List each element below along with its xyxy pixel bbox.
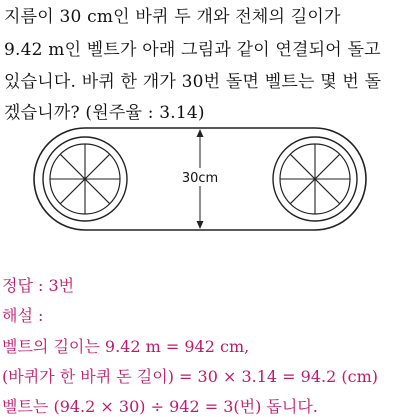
explanation-step-1: 벨트의 길이는 9.42 m = 942 cm, [2, 337, 250, 356]
explanation-step-2: (바퀴가 한 바퀴 돈 길이) = 30 × 3.14 = 94.2 (cm) [2, 367, 378, 386]
problem-line-4: 겠습니까? (원주율 : 3.14) [4, 103, 205, 123]
belt-wheel-diagram [0, 124, 400, 234]
left-wheel [43, 137, 127, 221]
dimension-label: 30cm [181, 171, 219, 186]
right-wheel [273, 137, 357, 221]
problem-line-1: 지름이 30 cm인 바퀴 두 개와 전체의 길이가 [4, 7, 341, 27]
explanation-heading: 해설 : [2, 306, 44, 325]
explanation-step-3: 벨트는 (94.2 × 30) ÷ 942 = 3(번) 돕니다. [2, 397, 318, 416]
problem-line-3: 있습니다. 바퀴 한 개가 30번 돌면 벨트는 몇 번 돌 [4, 72, 382, 92]
answer-text: 정답 : 3번 [2, 276, 75, 295]
problem-line-2: 9.42 m인 벨트가 아래 그림과 같이 연결되어 돌고 [4, 40, 381, 60]
belt-wheel-figure [0, 124, 400, 234]
